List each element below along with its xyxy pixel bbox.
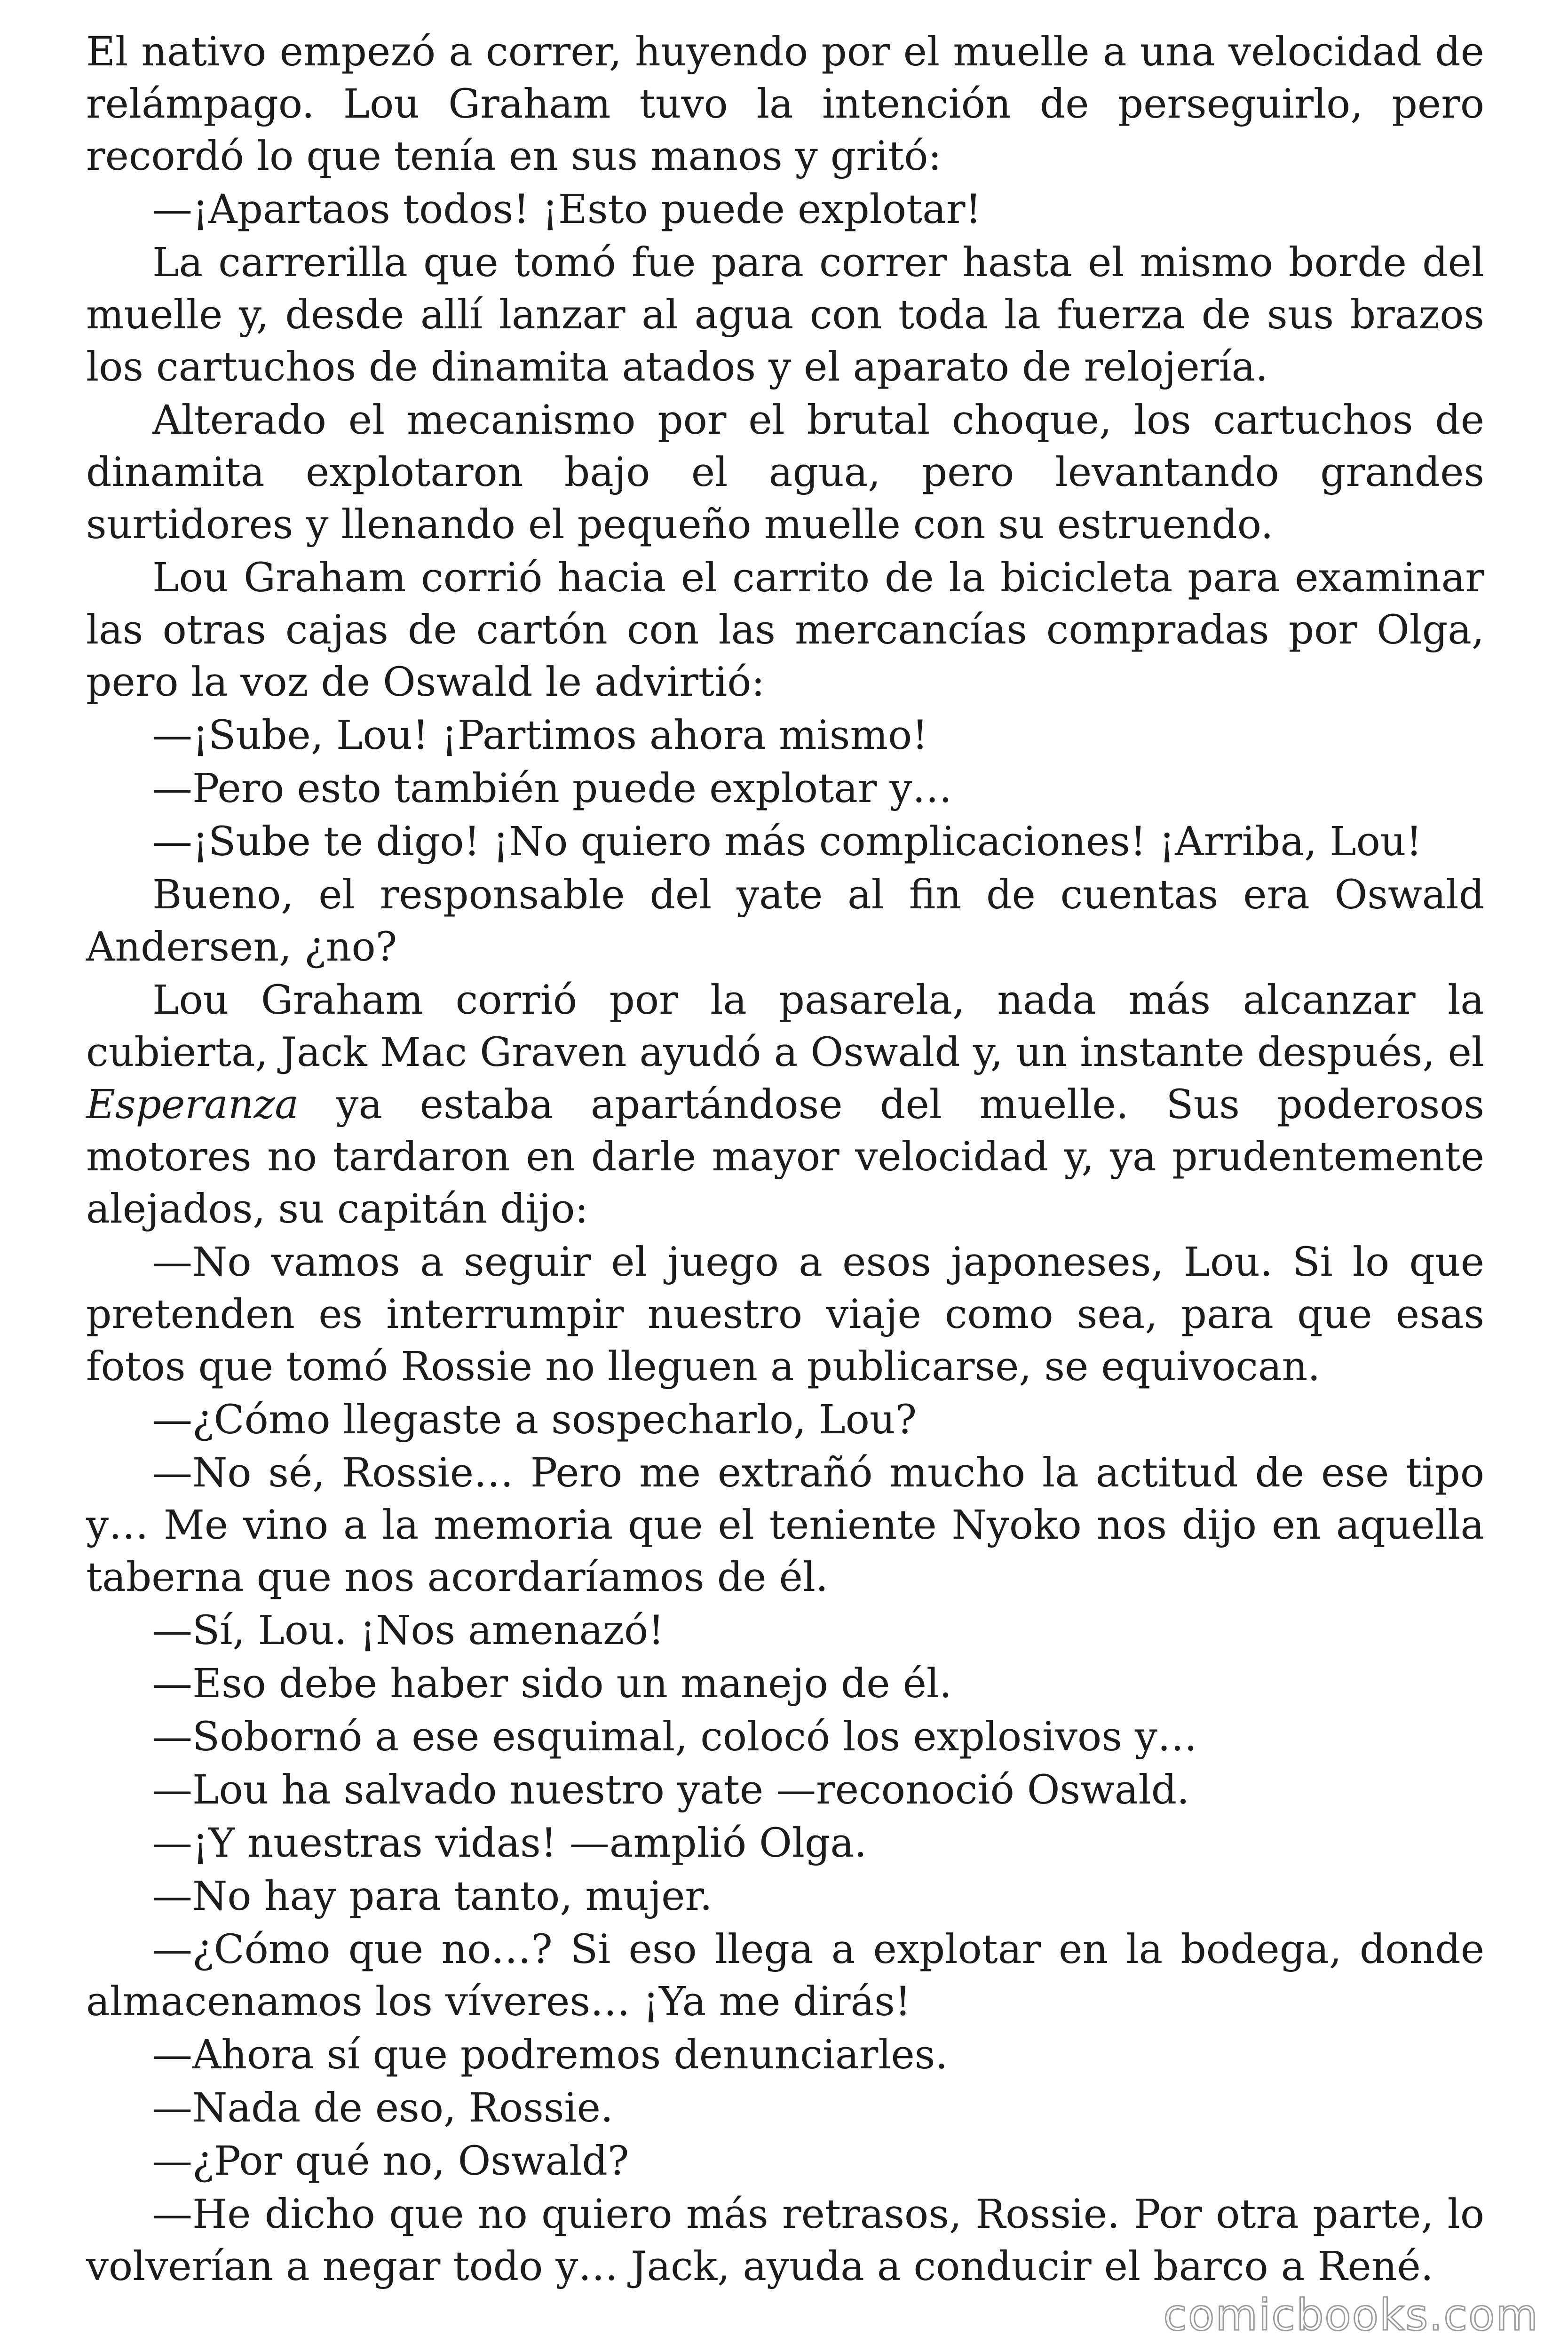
paragraph: —Sobornó a ese esquimal, colocó los explosivos y… xyxy=(152,1714,1197,1760)
paragraph: —¡Sube, Lou! ¡Partimos ahora mismo! xyxy=(152,712,928,759)
paragraph: —¡Y nuestras vidas! —amplió Olga. xyxy=(152,1820,867,1867)
paragraph: —Pero esto también puede explotar y… xyxy=(152,765,952,812)
paragraph: —Ahora sí que podremos denunciarles. xyxy=(152,2032,948,2078)
paragraph: El nativo empezó a correr, huyendo por el muelle a una velocidad de relámpago. Lou Graham tuvo la intención de perseguirlo, pero recordó lo que tenía en sus manos y gritó: xyxy=(86,29,1484,180)
paragraph: —No vamos a seguir el juego a esos japoneses, Lou. Si lo que pretenden es interrumpir nuestro viaje como sea, para que esas fotos que tomó Rossie no lleguen a publicarse, se equivocan. xyxy=(86,1239,1484,1390)
paragraph: —¿Cómo que no…? Si eso llega a explotar en la bodega, donde almacenamos los víveres… ¡Ya me dirás! xyxy=(86,1926,1484,2025)
ship-name: Esperanza xyxy=(86,1081,299,1128)
paragraph: —Eso debe haber sido un manejo de él. xyxy=(152,1661,952,1707)
paragraph-text: Lou Graham corrió por la pasarela, nada más alcanzar la cubierta, Jack Mac Graven ayudó a Oswald y, un instante después, el xyxy=(86,977,1484,1076)
paragraph: —¡Sube te digo! ¡No quiero más complicaciones! ¡Arriba, Lou! xyxy=(152,818,1422,865)
paragraph: —Nada de eso, Rossie. xyxy=(152,2085,613,2131)
watermark: comicbooks.com xyxy=(1163,2290,1539,2340)
paragraph: —No sé, Rossie… Pero me extrañó mucho la actitud de ese tipo y… Me vino a la memoria que el teniente Nyoko nos dijo en aquella taberna que nos acordaríamos de él. xyxy=(86,1450,1484,1601)
paragraph xyxy=(86,974,1484,1235)
page-body xyxy=(86,26,1484,2294)
paragraph: —Sí, Lou. ¡Nos amenazó! xyxy=(152,1607,665,1654)
paragraph-text: ya estaba apartándose del muelle. Sus poderosos motores no tardaron en darle mayor velocidad y, ya prudentemente alejados, su capitán dijo: xyxy=(86,1081,1484,1232)
paragraph: Bueno, el responsable del yate al fin de cuentas era Oswald Andersen, ¿no? xyxy=(86,872,1484,970)
paragraph: —He dicho que no quiero más retrasos, Rossie. Por otra parte, lo volverían a negar todo y… Jack, ayuda a conducir el barco a René. xyxy=(86,2191,1484,2290)
paragraph: —No hay para tanto, mujer. xyxy=(152,1873,713,1920)
paragraph: Lou Graham corrió hacia el carrito de la bicicleta para examinar las otras cajas de cartón con las mercancías compradas por Olga, pero la voz de Oswald le advirtió: xyxy=(86,555,1484,706)
paragraph: —¡Apartaos todos! ¡Esto puede explotar! xyxy=(152,186,982,233)
paragraph: —¿Cómo llegaste a sospecharlo, Lou? xyxy=(152,1397,917,1443)
paragraph: —Lou ha salvado nuestro yate —reconoció Oswald. xyxy=(152,1767,1190,1813)
paragraph: La carrerilla que tomó fue para correr hasta el mismo borde del muelle y, desde allí lanzar al agua con toda la fuerza de sus brazos los cartuchos de dinamita atados y el aparato de relojería. xyxy=(86,239,1484,390)
paragraph: Alterado el mecanismo por el brutal choque, los cartuchos de dinamita explotaron bajo el agua, pero levantando grandes surtidores y llenando el pequeño muelle con su estruendo. xyxy=(86,397,1484,548)
paragraph: —¿Por qué no, Oswald? xyxy=(152,2138,629,2185)
